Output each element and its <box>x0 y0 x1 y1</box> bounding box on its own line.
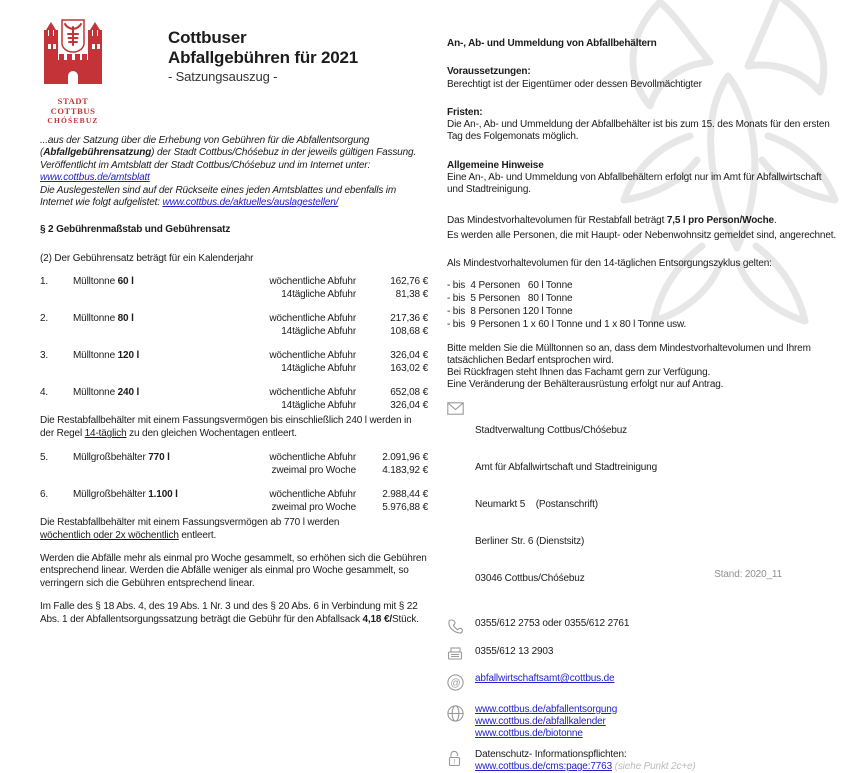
paragraph-abfallsack <box>40 601 428 626</box>
fee-frequency: 14tägliche Abfuhr <box>281 363 356 375</box>
address-line: Amt für Abfallwirtschaft und Stadtreinigung <box>475 462 657 474</box>
hinweise-text: Eine An-, Ab- und Ummeldung von Abfallbehältern erfolgt nur im Amt für Abfallwirtschaft und Stadtreinigung. <box>447 172 822 196</box>
fee-item-120l <box>40 349 428 375</box>
note-underlined: 14-täglich <box>84 427 127 439</box>
zyklus-list <box>447 279 839 331</box>
address-line: 03046 Cottbus/Chóśebuz <box>475 572 585 584</box>
table-row <box>40 275 428 288</box>
fee-name-text: Mülltonne <box>73 387 118 399</box>
fax-icon <box>447 646 465 665</box>
mindest-text: . <box>773 214 777 226</box>
right-heading: An-, Ab- und Ummeldung von Abfallbehältern <box>447 38 657 49</box>
hinweise-label: Allgemeine Hinweise <box>447 159 544 171</box>
list-item: - bis 4 Personen 60 l Tonne <box>447 279 573 291</box>
fee-price: 5.976,88 € <box>382 502 428 514</box>
fee-size: 120 l <box>117 350 140 362</box>
intro-bold-satzung: Abfallgebührensatzung <box>43 147 152 159</box>
fee-num: 6. <box>40 489 49 501</box>
logo-block <box>40 14 106 125</box>
fee-size: 80 l <box>117 313 134 325</box>
fee-name-text: Müllgroßbehälter <box>73 452 149 464</box>
logo-caption-city: STADT COTTBUS <box>50 96 96 116</box>
table-row <box>40 325 428 338</box>
mindest-bold: 7,5 l pro Person/Woche <box>666 214 774 226</box>
abfallkalender-link[interactable]: www.cottbus.de/abfallkalender <box>475 715 606 727</box>
title-block <box>168 14 358 85</box>
fee-name <box>73 275 234 288</box>
fee-num: 1. <box>40 276 49 288</box>
note-770l <box>40 517 428 542</box>
cottbus-coat-of-arms <box>41 14 105 90</box>
fee-price: 326,04 € <box>390 400 428 412</box>
fee-num: 5. <box>40 452 49 464</box>
address-line: Neumarkt 5 (Postanschrift) <box>475 499 598 511</box>
fee-frequency: wöchentliche Abfuhr <box>269 276 356 288</box>
paragraph-text: Stück. <box>391 613 419 625</box>
intro-text-1: ...aus der Satzung über die Erhebung von Gebühren für die Abfallentsorgung ( <box>40 135 370 159</box>
fristen-label: Fristen: <box>447 106 483 118</box>
table-row <box>40 451 428 464</box>
fee-num: 3. <box>40 350 49 362</box>
fee-name-text: Mülltonne <box>73 350 118 362</box>
abfallentsorgung-link[interactable]: www.cottbus.de/abfallentsorgung <box>475 703 618 715</box>
list-item: - bis 9 Personen 1 x 60 l Tonne und 1 x 80 l Tonne usw. <box>447 318 687 330</box>
svg-text:@: @ <box>450 678 461 690</box>
version-stamp: Stand: 2020_11 <box>714 569 782 580</box>
postal-address <box>475 401 657 610</box>
table-row <box>40 501 428 514</box>
phone-number: 0355/612 2753 oder 0355/612 2761 <box>475 617 630 629</box>
fee-price: 81,38 € <box>395 289 428 301</box>
fee-price: 108,68 € <box>390 326 428 338</box>
fee-price: 652,08 € <box>390 387 428 399</box>
fee-item-770l <box>40 451 428 477</box>
web-row <box>447 704 839 741</box>
globe-icon <box>447 704 465 741</box>
datenschutz-row <box>447 749 839 773</box>
section-title: § 2 Gebührenmaßstab und Gebührensatz <box>40 224 231 236</box>
fee-price: 326,04 € <box>390 350 428 362</box>
fee-price: 2.091,96 € <box>382 452 428 464</box>
fee-price: 163,02 € <box>390 363 428 375</box>
intro-paragraph <box>40 135 428 209</box>
lock-icon <box>447 749 465 773</box>
table-row <box>40 349 428 362</box>
fax-row <box>447 646 839 665</box>
list-item: - bis 5 Personen 80 l Tonne <box>447 292 573 304</box>
note-text: entleert. <box>178 529 217 541</box>
table-row <box>40 464 428 477</box>
fee-frequency: wöchentliche Abfuhr <box>269 387 356 399</box>
contact-block <box>447 401 839 773</box>
fees-subtitle: (2) Der Gebührensatz beträgt für ein Kalenderjahr <box>40 253 254 265</box>
fee-frequency: wöchentliche Abfuhr <box>269 350 356 362</box>
fee-item-1100l <box>40 488 428 514</box>
note-240l <box>40 415 428 440</box>
table-row <box>40 288 428 301</box>
price-bold: 4,18 €/ <box>362 613 392 625</box>
voraussetzungen-label: Voraussetzungen: <box>447 66 531 78</box>
fee-price: 2.988,44 € <box>382 489 428 501</box>
personen-text: Es werden alle Personen, die mit Haupt- oder Nebenwohnsitz gemeldet sind, angerechnet. <box>447 229 836 241</box>
fee-frequency: wöchentliche Abfuhr <box>269 452 356 464</box>
fristen-text: Die An-, Ab- und Ummeldung der Abfallbehälter ist bis zum 15. des Monats für den ersten Tag des Folgemonats möglich. <box>447 119 830 143</box>
fee-name <box>73 488 234 501</box>
fee-frequency: wöchentliche Abfuhr <box>269 489 356 501</box>
web-links <box>475 704 617 741</box>
fee-num: 4. <box>40 387 49 399</box>
mindestvolumen-line <box>447 215 839 227</box>
email-row <box>447 673 839 695</box>
fee-name <box>73 349 234 362</box>
fee-frequency: 14tägliche Abfuhr <box>281 289 356 301</box>
fee-size: 240 l <box>117 387 140 399</box>
fee-num: 2. <box>40 313 49 325</box>
table-row <box>40 399 428 412</box>
rueckfragen-text: Bei Rückfragen steht Ihnen das Fachamt gern zur Verfügung. <box>447 367 711 379</box>
fee-table <box>40 275 428 626</box>
phone-icon <box>447 618 465 638</box>
page-title-line2: Abfallgebühren für 2021 <box>168 48 358 67</box>
phone-row <box>447 618 839 638</box>
note-text: Die Restabfallbehälter mit einem Fassungsvermögen ab 770 l werden <box>40 517 340 529</box>
table-row <box>40 312 428 325</box>
fee-name <box>73 386 234 399</box>
list-item: - bis 8 Personen 120 l Tonne <box>447 305 573 317</box>
fee-item-60l <box>40 275 428 301</box>
fee-name <box>73 451 234 464</box>
fee-size: 60 l <box>117 276 134 288</box>
paragraph-text: Im Falle des § 18 Abs. 4, des 19 Abs. 1 Nr. 3 und des § 20 Abs. 6 in Verbindung mit § 22 Abs. 1 der Abfallentsorgungssatzung beträgt die Gebühr für den Abfallsack <box>40 601 418 625</box>
zyklus-intro: Als Mindestvorhaltevolumen für den 14-täglichen Entsorgungszyklus gelten: <box>447 258 772 270</box>
datenschutz-link[interactable]: www.cottbus.de/cms:page:7763 <box>475 760 612 772</box>
fee-price: 4.183,92 € <box>382 465 428 477</box>
address-line: Berliner Str. 6 (Dienstsitz) <box>475 536 585 548</box>
table-row <box>40 362 428 375</box>
datenschutz-note: (siehe Punkt 2c+e) <box>614 760 696 772</box>
at-icon <box>447 673 465 695</box>
fax-number: 0355/612 13 2903 <box>475 646 554 658</box>
bitte-text: Bitte melden Sie die Mülltonnen so an, dass dem Mindestvorhaltevolumen und Ihrem tatsächlichen Bedarf entsprochen wird. <box>447 342 811 366</box>
address-line: Stadtverwaltung Cottbus/Chóśebuz <box>475 425 627 437</box>
fee-frequency: 14tägliche Abfuhr <box>281 400 356 412</box>
auslagestellen-link[interactable]: www.cottbus.de/aktuelles/auslagestellen/ <box>162 197 339 209</box>
fee-size: 1.100 l <box>148 489 178 501</box>
right-column <box>447 38 839 773</box>
table-row <box>40 386 428 399</box>
header <box>40 14 428 125</box>
fee-frequency: zweimal pro Woche <box>271 502 356 514</box>
amtsblatt-link[interactable]: www.cottbus.de/amtsblatt <box>40 172 150 184</box>
intro-text-2: ) der Stadt Cottbus/Chóśebuz in der jeweils gültigen Fassung. Veröffentlicht im Amtsblatt der Stadt Cottbus/Chóśebuz und im Internet unter: <box>40 147 417 171</box>
note-text: zu den gleichen Wochentagen entleert. <box>126 427 297 439</box>
fee-frequency: 14tägliche Abfuhr <box>281 326 356 338</box>
fee-name <box>73 312 234 325</box>
fee-frequency: zweimal pro Woche <box>271 465 356 477</box>
fee-item-80l <box>40 312 428 338</box>
page-subtitle: - Satzungsauszug - <box>168 69 278 84</box>
paragraph-linear: Werden die Abfälle mehr als einmal pro Woche gesammelt, so erhöhen sich die Gebühren entsprechend linear. Werden die Abfälle weniger als einmal pro Woche gesammelt, so verringern sich die Gebühren entsprechend linear. <box>40 553 427 589</box>
table-row <box>40 488 428 501</box>
fee-name-text: Müllgroßbehälter <box>73 489 149 501</box>
datenschutz-block <box>475 749 696 773</box>
fee-frequency: wöchentliche Abfuhr <box>269 313 356 325</box>
voraussetzungen-text: Berechtigt ist der Eigentümer oder dessen Bevollmächtigter <box>447 78 702 90</box>
biotonne-link[interactable]: www.cottbus.de/biotonne <box>475 728 583 740</box>
note-underlined: wöchentlich oder 2x wöchentlich <box>40 529 179 541</box>
email-link[interactable]: abfallwirtschaftsamt@cottbus.de <box>475 673 615 685</box>
fee-price: 162,76 € <box>390 276 428 288</box>
logo-caption-sorbian: CHÓŚEBUZ <box>47 116 99 125</box>
svg-text:!: ! <box>453 758 456 766</box>
page-title-line1: Cottbuser <box>168 28 247 47</box>
envelope-icon <box>447 401 465 610</box>
mindest-text: Das Mindestvorhaltevolumen für Restabfall beträgt <box>447 214 667 226</box>
fee-item-240l <box>40 386 428 412</box>
fee-name-text: Mülltonne <box>73 313 118 325</box>
veraenderung-text: Eine Veränderung der Behälterausrüstung erfolgt nur auf Antrag. <box>447 379 724 391</box>
left-column <box>40 14 428 626</box>
intro-text-3: Die Auslegestellen sind auf der Rückseite eines jeden Amtsblattes und ebenfalls im Internet wie folgt aufgelistet: <box>40 184 397 209</box>
fee-price: 217,36 € <box>390 313 428 325</box>
fee-name-text: Mülltonne <box>73 276 118 288</box>
fee-size: 770 l <box>148 452 170 464</box>
note-text: Die Restabfallbehälter mit einem Fassungsvermögen bis einschließlich 240 l werden in der Regel <box>40 415 412 439</box>
datenschutz-label: Datenschutz- Informationspflichten: <box>475 748 627 760</box>
